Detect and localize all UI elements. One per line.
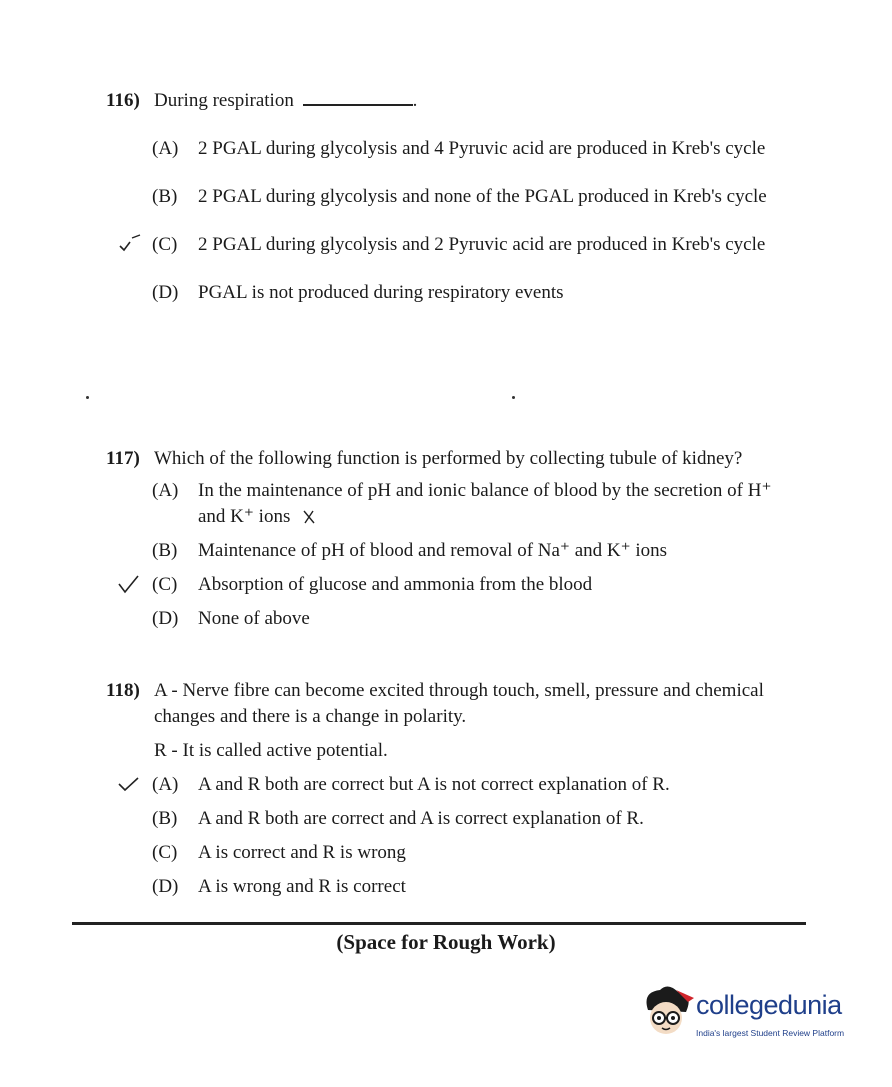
question-number: 117) <box>106 448 140 469</box>
option-text: None of above <box>198 608 310 629</box>
option-letter: (A) <box>152 480 179 501</box>
stray-dot <box>86 396 89 399</box>
assertion-text: A - Nerve fibre can become excited through touch, smell, pressure and chemical changes and there is a change in polarity. <box>154 680 764 727</box>
logo-wordmark: collegedunia <box>696 990 842 1020</box>
option-a <box>152 772 786 798</box>
option-text: A is correct and R is wrong <box>198 842 406 863</box>
option-text: Absorption of glucose and ammonia from the blood <box>198 574 593 595</box>
mascot-logo-icon <box>636 984 696 1046</box>
handwritten-tick-icon <box>118 574 144 594</box>
question-117 <box>106 446 786 640</box>
option-c <box>152 232 786 258</box>
option-letter: (D) <box>152 876 179 897</box>
option-d <box>152 280 786 306</box>
question-number: 118) <box>106 680 140 701</box>
option-text: A and R both are correct but A is not correct explanation of R. <box>198 774 670 795</box>
option-text: 2 PGAL during glycolysis and 2 Pyruvic acid are produced in Kreb's cycle <box>198 234 766 255</box>
stem-period: . <box>412 90 418 111</box>
divider-rule <box>72 922 806 925</box>
option-text: Maintenance of pH of blood and removal of Na⁺ and K⁺ ions <box>198 540 668 561</box>
handwritten-tick-icon <box>118 234 144 254</box>
options-list <box>152 478 786 632</box>
rough-work-label: (Space for Rough Work) <box>336 930 556 954</box>
option-text: In the maintenance of pH and ionic balance of blood by the secretion of H⁺ and K⁺ ions <box>198 480 772 527</box>
options-list <box>152 772 786 900</box>
option-b <box>152 806 786 832</box>
question-116 <box>106 88 786 328</box>
handwritten-tick-icon <box>118 774 144 794</box>
option-letter: (A) <box>152 774 179 795</box>
option-d <box>152 606 786 632</box>
option-letter: (D) <box>152 608 179 629</box>
question-text: During respiration <box>154 90 294 111</box>
option-letter: (C) <box>152 842 178 863</box>
option-a <box>152 478 786 530</box>
option-d <box>152 874 786 900</box>
option-b <box>152 538 786 564</box>
answer-blank <box>303 90 413 106</box>
option-text: 2 PGAL during glycolysis and none of the PGAL produced in Kreb's cycle <box>198 186 767 207</box>
question-text: Which of the following function is performed by collecting tubule of kidney? <box>154 448 743 469</box>
option-a <box>152 136 786 162</box>
collegedunia-logo <box>636 984 866 1054</box>
logo-tagline: India's largest Student Review Platform <box>696 1028 845 1038</box>
option-text: 2 PGAL during glycolysis and 4 Pyruvic acid are produced in Kreb's cycle <box>198 138 766 159</box>
stray-dot <box>512 396 515 399</box>
handwritten-cross-icon <box>301 508 317 526</box>
option-c <box>152 572 786 598</box>
option-letter: (D) <box>152 282 179 303</box>
option-letter: (B) <box>152 540 178 561</box>
option-text: A is wrong and R is correct <box>198 876 406 897</box>
option-letter: (C) <box>152 574 178 595</box>
question-118 <box>106 678 786 908</box>
question-stem <box>106 88 786 114</box>
option-letter: (B) <box>152 808 178 829</box>
option-letter: (C) <box>152 234 178 255</box>
option-text: PGAL is not produced during respiratory events <box>198 282 564 303</box>
options-list <box>152 136 786 306</box>
option-text: A and R both are correct and A is correct explanation of R. <box>198 808 644 829</box>
question-stem <box>106 446 786 472</box>
option-letter: (A) <box>152 138 179 159</box>
question-number: 116) <box>106 90 140 111</box>
option-c <box>152 840 786 866</box>
question-stem <box>106 678 786 730</box>
reason-text: R - It is called active potential. <box>154 740 388 761</box>
option-b <box>152 184 786 210</box>
option-letter: (B) <box>152 186 178 207</box>
